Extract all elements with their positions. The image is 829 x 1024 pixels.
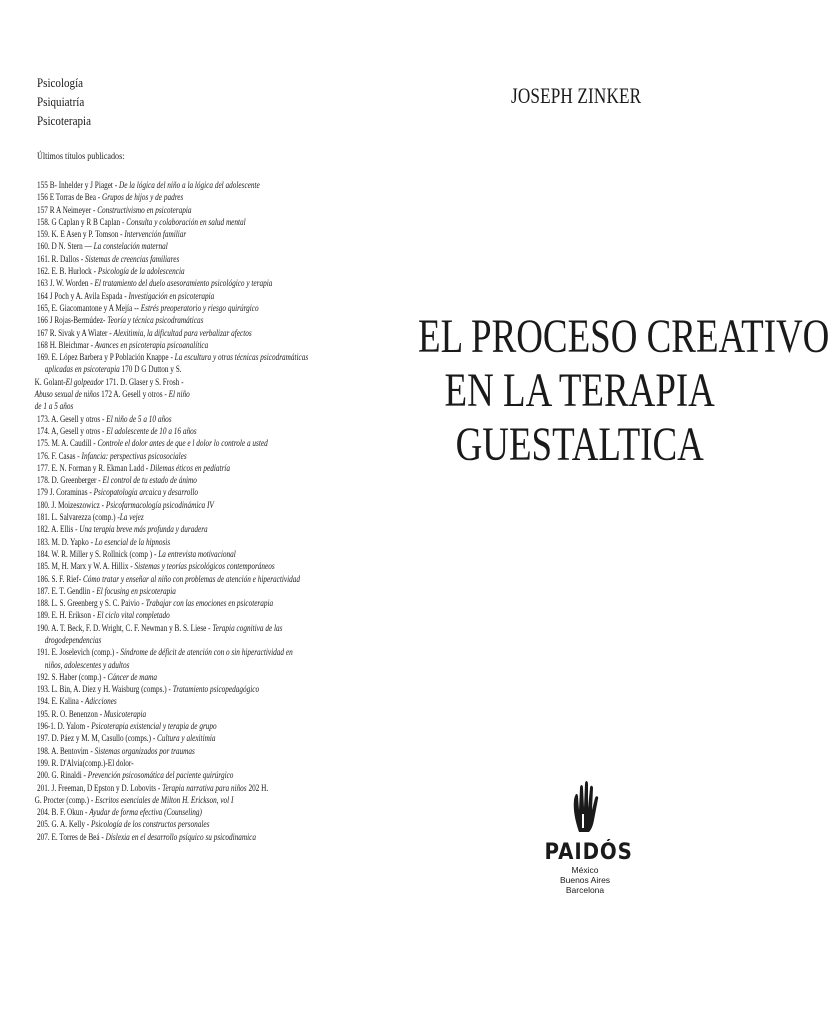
entry-title: Prevención psicosomática del paciente quirúrgico bbox=[87, 771, 234, 782]
entry-author: 170 D G Dutton y S. bbox=[119, 365, 182, 376]
entry-title: Dislexia en el desarrollo psíquico su psicodinamica bbox=[105, 832, 257, 843]
title-entry bbox=[37, 241, 302, 253]
title-entry bbox=[37, 463, 302, 475]
entry-author: 201. J. Freeman, D Epston y D. Lobovits - bbox=[37, 783, 163, 794]
entry-title: El ciclo vital completado bbox=[97, 611, 170, 622]
entry-title: De la lógica del niño a la lógica del adolescente bbox=[118, 181, 260, 191]
title-entry bbox=[37, 278, 302, 290]
book-title-line-2: EN LA TERAPIA bbox=[444, 364, 715, 417]
entry-title: Cultura y alexitimia bbox=[157, 734, 216, 745]
entry-title: Dilemas éticos en pediatría bbox=[149, 463, 230, 474]
entry-title: Psicopatología arcaica y desarrollo bbox=[93, 488, 198, 499]
entry-author: 198. A. Bentovim - bbox=[37, 746, 95, 757]
entry-author: 165, E. Giacomantone y A Mejía -- bbox=[37, 303, 141, 314]
entry-title: Ayudar de forma efectiva (Counseling) bbox=[89, 808, 202, 819]
title-entry bbox=[37, 783, 302, 795]
title-entry bbox=[37, 672, 302, 684]
entry-author: 200. G. Rinaldi - bbox=[37, 771, 88, 782]
entry-title: drogodependencias bbox=[44, 635, 102, 646]
entry-title: Abuso sexual de niños bbox=[34, 390, 100, 401]
title-entry bbox=[35, 377, 303, 389]
title-entry bbox=[37, 217, 302, 229]
entry-author: 157 R A Neimeyer - bbox=[37, 205, 98, 216]
title-entry bbox=[37, 684, 302, 696]
category-psychotherapy: Psicoterapia bbox=[37, 113, 92, 128]
published-titles-list bbox=[34, 180, 309, 844]
title-entry bbox=[37, 500, 302, 512]
entry-title: Psicoterapia existencial y terapia de grupo bbox=[91, 722, 217, 733]
entry-title: Sistemas y teorías psicológicos contemporáneos bbox=[134, 562, 275, 573]
entry-author: 207. E. Torres de Beá - bbox=[37, 832, 106, 843]
entry-title: Infancia: perspectivas psicosociales bbox=[81, 451, 187, 462]
title-entry bbox=[37, 487, 302, 499]
entry-author: 193. L. Bin, A. Diez y H. Waisburg (comps.) - bbox=[37, 685, 173, 696]
category-psychiatry: Psiquiatría bbox=[37, 94, 85, 109]
publisher-city-buenos-aires: Buenos Aires bbox=[559, 875, 611, 885]
entry-author: 181. L. Salvarezza (comp.) - bbox=[37, 513, 120, 524]
title-entry bbox=[37, 364, 302, 376]
title-entry bbox=[37, 315, 302, 327]
title-entry bbox=[37, 660, 302, 672]
title-entry bbox=[37, 549, 302, 561]
title-entry bbox=[37, 746, 302, 758]
title-entry bbox=[35, 401, 303, 413]
title-entry bbox=[35, 389, 303, 401]
entry-title: Investigación en psicoterapia bbox=[128, 291, 215, 302]
entry-title: Avances en psicoterapia psicoanalítica bbox=[94, 340, 209, 351]
title-entry bbox=[37, 537, 302, 549]
publisher-logo bbox=[540, 780, 633, 895]
title-entry bbox=[37, 696, 302, 708]
entry-author: 169. E. López Barbera y P Población Knappe - bbox=[37, 353, 175, 364]
paidos-hand-icon bbox=[565, 780, 605, 836]
entry-author: 187. E. T. Gendlin - bbox=[37, 586, 97, 597]
title-entry bbox=[37, 721, 302, 733]
entry-title: El niño de 5 a 10 años bbox=[106, 414, 172, 425]
entry-author: 182. A. Ellis - bbox=[37, 525, 80, 536]
title-entry bbox=[37, 254, 302, 266]
entry-title: El focusing en psicoterapia bbox=[96, 586, 176, 597]
entry-title: Una terapia breve más profunda y duradera bbox=[79, 525, 208, 536]
title-entry bbox=[37, 586, 302, 598]
entry-author: 155 B- Inhelder y J Piaget - bbox=[37, 181, 119, 191]
entry-title: Psicología de la adolescencia bbox=[97, 267, 185, 278]
entry-author: 171. D. Glaser y S. Frosh - bbox=[103, 377, 184, 388]
entry-author: G. Procter (comp.) - bbox=[34, 795, 96, 806]
entry-author: 160. D N. Stern — bbox=[37, 242, 94, 253]
entry-author: 166 J Rojas-Bermúdez- bbox=[37, 316, 108, 327]
title-entry bbox=[37, 328, 302, 340]
book-title bbox=[418, 310, 829, 472]
entry-author: 184. W. R. Miller y S. Rollnick (comp ) - bbox=[37, 549, 159, 560]
entry-author: 163 J. W. Worden - bbox=[37, 279, 95, 290]
entry-title: Psicofarmacología psicodinámica IV bbox=[105, 500, 214, 511]
entry-author: 194. E. Kalina - bbox=[37, 697, 85, 708]
entry-author: 189. E. H. Erikson - bbox=[37, 611, 98, 622]
entry-title: de 1 a 5 años bbox=[34, 402, 74, 413]
entry-author: 167 R. Sivak y A Wiater - bbox=[37, 328, 114, 339]
title-entry bbox=[37, 352, 309, 364]
entry-author: 202 H. bbox=[246, 783, 269, 794]
entry-author: 156 E Torras de Bea - bbox=[37, 193, 103, 204]
entry-author: 195. R. O. Benenzon - bbox=[37, 709, 104, 720]
entry-title: Terapia cognitiva de las bbox=[212, 623, 283, 634]
entry-author: 196-1. D. Yalom - bbox=[37, 722, 92, 733]
title-entry bbox=[37, 561, 302, 573]
entry-title: Lo esencial de la hipnosis bbox=[94, 537, 171, 548]
entry-author: 190. A. T. Beck, F. D. Wright, C. F. Newman y B. S. Liese - bbox=[37, 623, 213, 634]
subject-categories bbox=[37, 73, 91, 130]
title-entry bbox=[37, 512, 302, 524]
entry-author: 158. G Caplan y R B Caplan - bbox=[37, 217, 127, 228]
title-entry bbox=[37, 819, 302, 831]
entry-author: 179 J. Coraminas - bbox=[37, 488, 94, 499]
title-entry bbox=[37, 635, 302, 647]
entry-author: 162. E. B. Hurlock - bbox=[37, 267, 98, 278]
title-entry bbox=[35, 795, 303, 807]
title-entry bbox=[37, 180, 302, 192]
entry-title: La constelación maternal bbox=[93, 242, 168, 253]
entry-author: 159. K. E Asen y P. Tomson - bbox=[37, 230, 125, 241]
title-entry bbox=[37, 598, 302, 610]
entry-author: 174. A, Gesell y otros - bbox=[37, 426, 107, 437]
book-title-line-1: EL PROCESO CREATIVO bbox=[418, 310, 829, 363]
entry-title: El tratamiento del duelo asesoramiento psicológico y terapia bbox=[94, 279, 273, 290]
title-entry bbox=[37, 758, 302, 770]
entry-title: La vejez bbox=[119, 513, 144, 524]
entry-title: Escritos esenciales de Milton H. Erickson, vol I bbox=[95, 795, 234, 806]
entry-author: K. Golant- bbox=[34, 377, 66, 388]
entry-title: Grupos de hijos y de padres bbox=[102, 193, 184, 204]
entry-author: 186. S. F. Rief- bbox=[37, 574, 83, 585]
title-entry bbox=[37, 303, 302, 315]
publisher-city-barcelona: Barcelona bbox=[565, 885, 605, 895]
entry-title: Terapia narrativa para niños bbox=[162, 783, 247, 794]
entry-title: Sistemas organizados por traumas bbox=[94, 746, 195, 757]
title-entry bbox=[37, 647, 302, 659]
entry-title: Trabajar con las emociones en psicoterapia bbox=[145, 599, 274, 610]
entry-title: Cómo tratar y enseñar al niño con problemas de atención e hiperactividad bbox=[82, 574, 301, 585]
entry-author: 199. R. D'Alvia(comp.)-El dolor- bbox=[37, 758, 134, 769]
title-entry bbox=[37, 340, 302, 352]
entry-title: Constructivismo en psicoterapia bbox=[97, 205, 192, 216]
title-entry bbox=[37, 610, 302, 622]
entry-title: El control de tu estado de ánimo bbox=[102, 476, 197, 487]
entry-title: Musicoterapia bbox=[103, 709, 147, 720]
title-entry bbox=[37, 266, 302, 278]
entry-author: 172 A. Gesell y otros - bbox=[99, 390, 169, 401]
title-entry bbox=[37, 451, 302, 463]
title-entry bbox=[37, 574, 302, 586]
title-entry bbox=[37, 524, 302, 536]
title-entry bbox=[37, 426, 302, 438]
book-title-line-3: GUESTALTICA bbox=[455, 418, 704, 471]
entry-author: 178. D. Greenberger - bbox=[37, 476, 103, 487]
entry-author: 168 H. Bleichmar - bbox=[37, 340, 95, 351]
entry-title: El golpeador bbox=[65, 377, 104, 388]
entry-author: 173. A. Gesell y otros - bbox=[37, 414, 107, 425]
entry-title: Síndrome de déficit de atención con o sin hiperactividad en bbox=[120, 648, 293, 659]
entry-title: La escultura y otras técnicas psicodramáticas bbox=[174, 353, 309, 364]
entry-author: 183. M. D. Yapko - bbox=[37, 537, 95, 548]
entry-author: 205. G. A. Kelly - bbox=[37, 820, 91, 831]
title-entry bbox=[37, 291, 302, 303]
entry-author: 185. M, H. Marx y W. A. Hillix - bbox=[37, 562, 135, 573]
title-entry bbox=[37, 832, 302, 844]
title-entry bbox=[37, 807, 302, 819]
entry-title: Teoría y técnica psicodramáticas bbox=[107, 316, 204, 327]
entry-title: El adolescente de 10 a 16 años bbox=[106, 426, 197, 437]
publisher-city-mexico: México bbox=[571, 865, 599, 875]
entry-title: Sistemas de creencias familiares bbox=[84, 254, 180, 265]
entry-author: 164 J Poch y A. Avila Espada - bbox=[37, 291, 129, 302]
entry-author: 188. L. S. Greenberg y S. C. Paivio - bbox=[37, 599, 146, 610]
entry-title: Tratamiento psicopedagógico bbox=[172, 685, 260, 696]
entry-author: 204. B. F. Okun - bbox=[37, 808, 90, 819]
publisher-name: PAIDÓS bbox=[544, 840, 633, 865]
author-name: JOSEPH ZINKER bbox=[511, 83, 642, 108]
category-psychology: Psicología bbox=[37, 75, 84, 90]
entry-author: 192. S. Haber (comp.) - bbox=[37, 672, 108, 683]
entry-title: Cáncer de mama bbox=[107, 672, 158, 683]
title-entry bbox=[37, 205, 302, 217]
title-entry bbox=[37, 733, 302, 745]
entry-title: Estrés preoperatorio y riesgo quirúrgico bbox=[140, 303, 259, 314]
entry-author: 175. M. A. Caudill - bbox=[37, 439, 98, 450]
entry-title: Psicología de los constructos personales bbox=[90, 820, 210, 831]
title-entry bbox=[37, 192, 302, 204]
entry-title: Consulta y colaboración en salud mental bbox=[126, 217, 246, 228]
entry-title: Alexitimia, la dificultad para verbalizar afectos bbox=[113, 328, 252, 339]
entry-title: aplicadas en psicoterapia bbox=[44, 365, 120, 376]
title-entry bbox=[37, 770, 302, 782]
title-entry bbox=[37, 709, 302, 721]
entry-author: 161. R. Dallos - bbox=[37, 254, 85, 265]
entry-author: 177. E. N. Forman y R. Ekman Ladd - bbox=[37, 463, 150, 474]
entry-title: El niño bbox=[168, 390, 190, 401]
entry-title: Adicciones bbox=[84, 697, 117, 708]
recent-titles-label: Últimos títulos publicados: bbox=[37, 152, 125, 162]
title-entry bbox=[37, 414, 302, 426]
entry-title: La entrevista motivacional bbox=[158, 549, 236, 560]
title-entry bbox=[37, 623, 302, 635]
title-entry bbox=[37, 229, 302, 241]
entry-title: Intervención familiar bbox=[124, 230, 187, 241]
entry-author: 180. J. Moizeszowicz - bbox=[37, 500, 106, 511]
title-entry bbox=[37, 438, 302, 450]
entry-title: Controle el dolor antes de que e l dolor lo controle a usted bbox=[97, 439, 268, 450]
entry-author: 176. F. Casas - bbox=[37, 451, 82, 462]
title-entry bbox=[37, 475, 302, 487]
entry-title: niños, adolescentes y adultos bbox=[44, 660, 130, 671]
entry-author: 191. E. Joselevich (comp.) - bbox=[37, 648, 121, 659]
entry-author: 197. D. Páez y M. M, Casullo (comps.) - bbox=[37, 734, 158, 745]
